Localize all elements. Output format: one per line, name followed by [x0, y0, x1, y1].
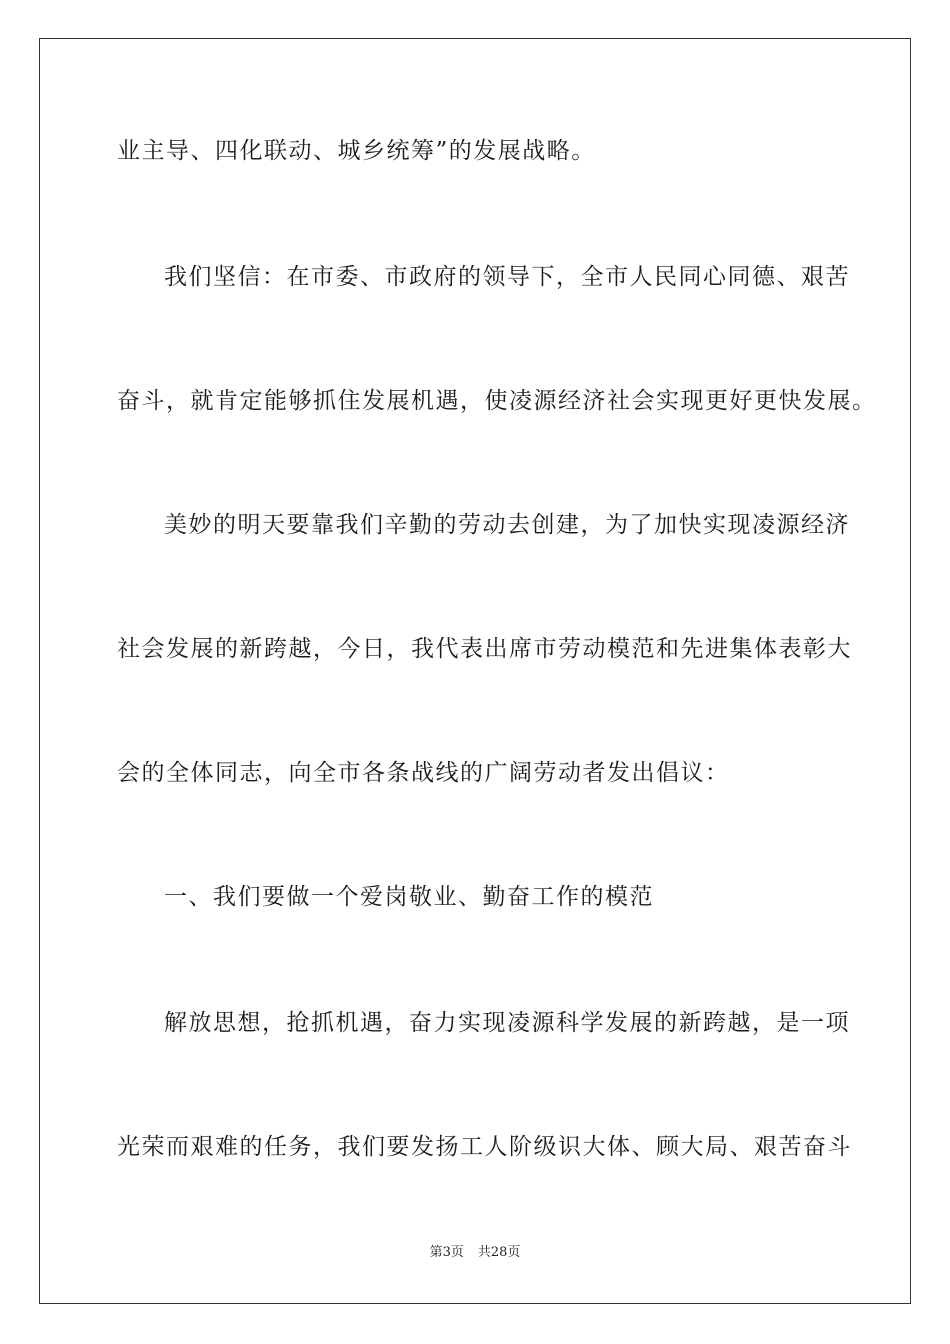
text-line-1: 业主导、四化联动、城乡统筹”的发展战略。	[117, 138, 596, 164]
page-number: 第3页	[429, 1245, 464, 1260]
text-line-3: 奋斗，就肯定能够抓住发展机遇，使凌源经济社会实现更好更快发展。	[117, 388, 877, 414]
page-footer	[0, 1244, 950, 1262]
text-line-7: 一、我们要做一个爱岗敬业、勤奋工作的模范	[164, 884, 654, 910]
text-line-9: 光荣而艰难的任务，我们要发扬工人阶级识大体、顾大局、艰苦奋斗	[117, 1134, 852, 1160]
text-line-6: 会的全体同志，向全市各条战线的广阔劳动者发出倡议：	[117, 760, 730, 786]
text-line-5: 社会发展的新跨越，今日，我代表出席市劳动模范和先进集体表彰大	[117, 636, 852, 662]
page-total: 共28页	[477, 1245, 521, 1260]
text-line-4: 美妙的明天要靠我们辛勤的劳动去创建，为了加快实现凌源经济	[164, 512, 850, 538]
text-line-2: 我们坚信：在市委、市政府的领导下，全市人民同心同德、艰苦	[164, 264, 850, 290]
page-border	[39, 38, 911, 1304]
text-line-8: 解放思想，抢抓机遇，奋力实现凌源科学发展的新跨越，是一项	[164, 1010, 850, 1036]
